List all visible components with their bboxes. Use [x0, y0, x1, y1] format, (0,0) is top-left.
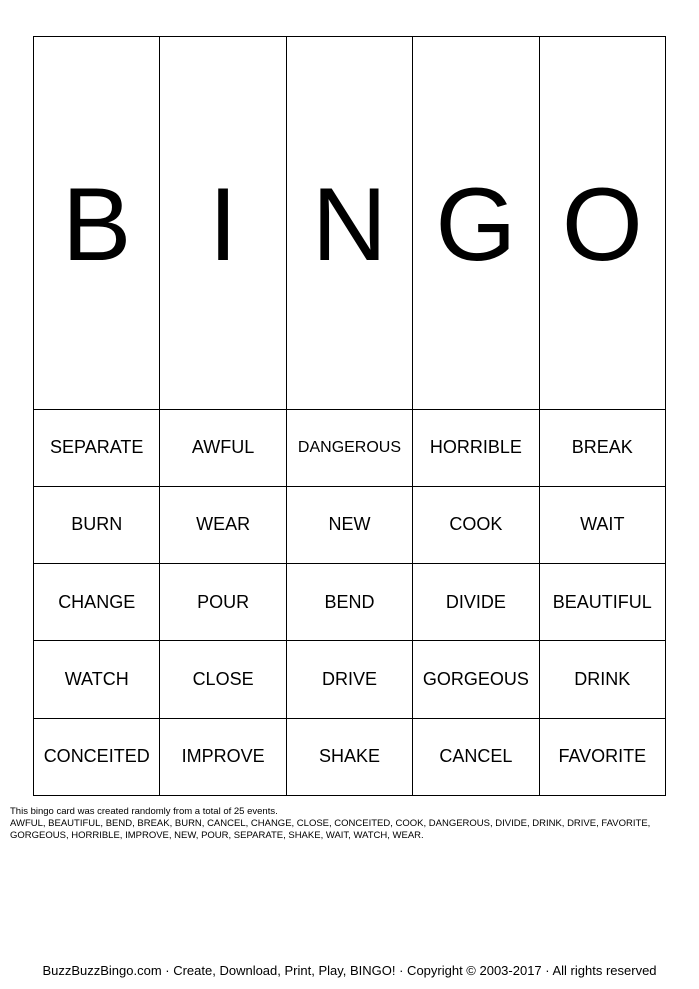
bingo-cell: DRINK	[539, 641, 665, 718]
bingo-cell: WAIT	[539, 486, 665, 563]
bingo-cell: SHAKE	[286, 718, 412, 795]
bingo-cell: CLOSE	[160, 641, 286, 718]
bingo-cell: CONCEITED	[34, 718, 160, 795]
notes-event-list-line-2: GORGEOUS, HORRIBLE, IMPROVE, NEW, POUR, SEPARATE, SHAKE, WAIT, WATCH, WEAR.	[10, 830, 424, 841]
bingo-row	[34, 564, 666, 641]
bingo-cell: DIVIDE	[413, 564, 539, 641]
bingo-cell: WEAR	[160, 486, 286, 563]
bingo-cell: NEW	[286, 486, 412, 563]
bingo-card	[33, 36, 666, 796]
bingo-cell: BURN	[34, 486, 160, 563]
bingo-cell: AWFUL	[160, 409, 286, 486]
bingo-row	[34, 486, 666, 563]
bingo-cell: POUR	[160, 564, 286, 641]
bingo-row	[34, 641, 666, 718]
notes-event-list-line-1: AWFUL, BEAUTIFUL, BEND, BREAK, BURN, CANCEL, CHANGE, CLOSE, CONCEITED, COOK, DANGEROUS, DIVIDE, DRINK, DRIVE, FAVORITE,	[10, 818, 651, 829]
header-letter-i: I	[160, 37, 286, 410]
header-letter-b: B	[34, 37, 160, 410]
bingo-cell: SEPARATE	[34, 409, 160, 486]
bingo-cell: IMPROVE	[160, 718, 286, 795]
bingo-cell: DRIVE	[286, 641, 412, 718]
header-letter-g: G	[413, 37, 539, 410]
bingo-cell: CHANGE	[34, 564, 160, 641]
bingo-cell: BEND	[286, 564, 412, 641]
bingo-cell: WATCH	[34, 641, 160, 718]
bingo-cell: DANGEROUS	[286, 409, 412, 486]
bingo-cell: BREAK	[539, 409, 665, 486]
bingo-row	[34, 409, 666, 486]
header-row	[34, 37, 666, 410]
header-letter-n: N	[286, 37, 412, 410]
footer-text: BuzzBuzzBingo.com · Create, Download, Print, Play, BINGO! · Copyright © 2003-2017 · All rights reserved	[42, 963, 657, 978]
bingo-cell: HORRIBLE	[413, 409, 539, 486]
header-letter-o: O	[539, 37, 665, 410]
bingo-cell: BEAUTIFUL	[539, 564, 665, 641]
event-notes	[10, 806, 690, 842]
bingo-cell: COOK	[413, 486, 539, 563]
bingo-cell: CANCEL	[413, 718, 539, 795]
bingo-cell: FAVORITE	[539, 718, 665, 795]
bingo-cell: GORGEOUS	[413, 641, 539, 718]
bingo-row	[34, 718, 666, 795]
notes-intro: This bingo card was created randomly from a total of 25 events.	[10, 806, 278, 817]
page-footer	[0, 963, 699, 979]
